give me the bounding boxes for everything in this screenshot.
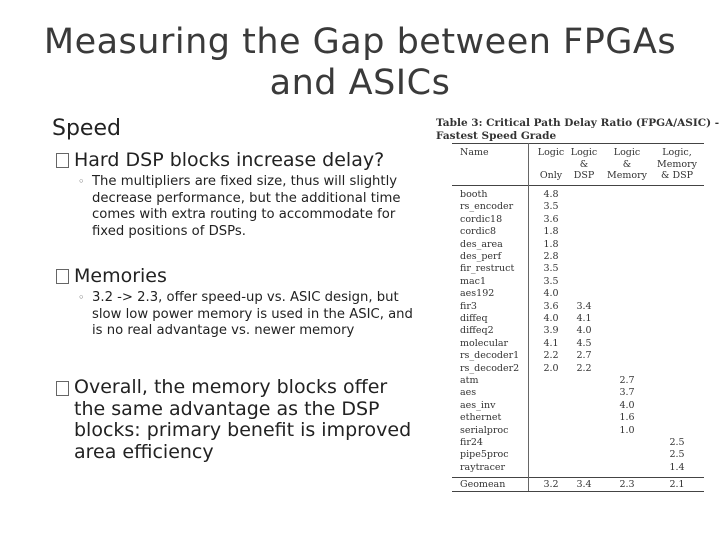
geomean-cell: 3.2 xyxy=(543,479,559,490)
sub-bullet-circle-icon: ◦ xyxy=(78,291,85,304)
table-row-name: fir3 xyxy=(460,300,477,312)
table-header-cell: Logic xyxy=(570,147,598,158)
table-cell: 3.6 xyxy=(543,300,559,312)
table-header-cell: Logic, xyxy=(662,147,692,158)
table-row-name: raytracer xyxy=(460,461,506,473)
table-row-name: rs_decoder2 xyxy=(460,362,520,374)
table-cell: 4.8 xyxy=(543,189,559,200)
geomean-label: Geomean xyxy=(460,479,506,490)
table-cell: 2.5 xyxy=(669,437,685,448)
table-header-cell: Memory xyxy=(657,158,697,170)
table-cell: 2.5 xyxy=(669,449,685,461)
table-cell: 2.0 xyxy=(543,362,559,374)
slide-title-line-1: Measuring the Gap between FPGAs xyxy=(43,22,677,62)
table-row-name: atm xyxy=(460,375,479,386)
table-header-cell: Only xyxy=(539,170,563,181)
table-cell: 3.7 xyxy=(619,387,635,399)
table-cell: 2.8 xyxy=(543,251,559,262)
table-caption-line-1: Table 3: Critical Path Delay Ratio (FPGA/ASIC) - xyxy=(436,117,720,129)
table-row-name: diffeq xyxy=(460,313,488,324)
table-cell: 1.6 xyxy=(619,412,635,424)
bullet-1-text: Hard DSP blocks increase delay? xyxy=(74,149,385,171)
table-cell: 4.0 xyxy=(543,313,559,324)
table-cell: 1.8 xyxy=(543,238,559,250)
table-row-name: des_perf xyxy=(460,251,502,262)
table-row-name: molecular xyxy=(460,337,509,349)
table-header-cell: Name xyxy=(460,147,489,158)
table-header-cell: & xyxy=(622,158,632,170)
table-header-cell: Logic xyxy=(613,147,641,158)
table-cell: 4.5 xyxy=(576,337,592,349)
table-row-name: mac1 xyxy=(460,275,487,287)
table-cell: 4.0 xyxy=(619,399,635,411)
slide-title-line-2: and ASICs xyxy=(269,63,451,103)
table-header-rule xyxy=(452,185,704,186)
table-row-name: aes192 xyxy=(460,288,495,300)
table-cell: 4.0 xyxy=(543,288,559,300)
bullet-2-text: Memories xyxy=(74,265,167,287)
section-heading: Speed xyxy=(52,116,121,141)
table-row-name: rs_decoder1 xyxy=(460,350,520,362)
slide-title xyxy=(0,22,720,104)
table-caption xyxy=(436,117,720,143)
table-header-cell: DSP xyxy=(573,170,595,181)
table-row-name: aes xyxy=(460,387,477,399)
table-geomean-rule xyxy=(452,477,704,478)
sub-bullet-1-text: The multipliers are fixed size, thus will slightly decrease performance, but the additional time comes with extra routing to accommodate for fixed positions of DSPs. xyxy=(92,174,401,239)
table-row-name: des_area xyxy=(460,238,503,250)
table-cell: 2.7 xyxy=(576,350,592,362)
table-cell: 2.2 xyxy=(576,362,592,374)
table-cell: 1.8 xyxy=(543,226,559,238)
table-header-cell: & xyxy=(579,158,589,170)
bullet-box-icon xyxy=(56,269,69,284)
bullet-box-icon xyxy=(56,381,69,396)
table-header-cell: Logic xyxy=(537,147,565,158)
table-bottom-rule xyxy=(452,491,704,492)
table-row-name: fir_restruct xyxy=(460,263,515,275)
table-cell: 3.5 xyxy=(543,275,559,287)
table-row-name: aes_inv xyxy=(460,399,496,411)
table-cell: 2.2 xyxy=(543,350,559,362)
table-cell: 3.6 xyxy=(543,213,559,225)
table-cell: 2.7 xyxy=(619,375,635,386)
bullet-box-icon xyxy=(56,153,69,168)
sub-bullet-2-text: 3.2 -> 2.3, offer speed-up vs. ASIC design, but slow low power memory is used in the ASIC, and is no real advantage vs. newer memory xyxy=(92,290,413,338)
table-row-name: serialproc xyxy=(460,424,509,436)
table-caption-line-2: Fastest Speed Grade xyxy=(436,130,557,142)
table-row-name: ethernet xyxy=(460,412,502,424)
table-row-name: fir24 xyxy=(460,437,483,448)
table-header-cell: & DSP xyxy=(661,170,693,181)
table-row-name: rs_encoder xyxy=(460,201,514,213)
table-cell: 1.0 xyxy=(619,424,635,436)
table-top-rule xyxy=(452,143,704,144)
geomean-cell: 2.1 xyxy=(669,479,685,490)
table-row-name: pipe5proc xyxy=(460,449,509,461)
table-cell: 4.1 xyxy=(543,337,559,349)
table-row-name: cordic8 xyxy=(460,226,497,238)
table-cell: 3.9 xyxy=(543,325,559,337)
table-cell: 4.1 xyxy=(576,313,592,324)
table-header-cell: Memory xyxy=(607,170,647,181)
bullet-3-text: Overall, the memory blocks offer the same advantage as the DSP blocks: primary benefit is improved area efficiency xyxy=(74,376,412,463)
table-row-name: cordic18 xyxy=(460,213,503,225)
geomean-cell: 2.3 xyxy=(619,479,635,490)
table-cell: 3.5 xyxy=(543,201,559,213)
table-cell: 3.4 xyxy=(576,300,592,312)
table-row-name: diffeq2 xyxy=(460,325,494,337)
table-cell: 4.0 xyxy=(576,325,592,337)
table-cell: 1.4 xyxy=(669,461,685,473)
geomean-cell: 3.4 xyxy=(576,479,592,490)
sub-bullet-circle-icon: ◦ xyxy=(78,175,85,188)
table-row-name: booth xyxy=(460,189,488,200)
table-cell: 3.5 xyxy=(543,263,559,275)
